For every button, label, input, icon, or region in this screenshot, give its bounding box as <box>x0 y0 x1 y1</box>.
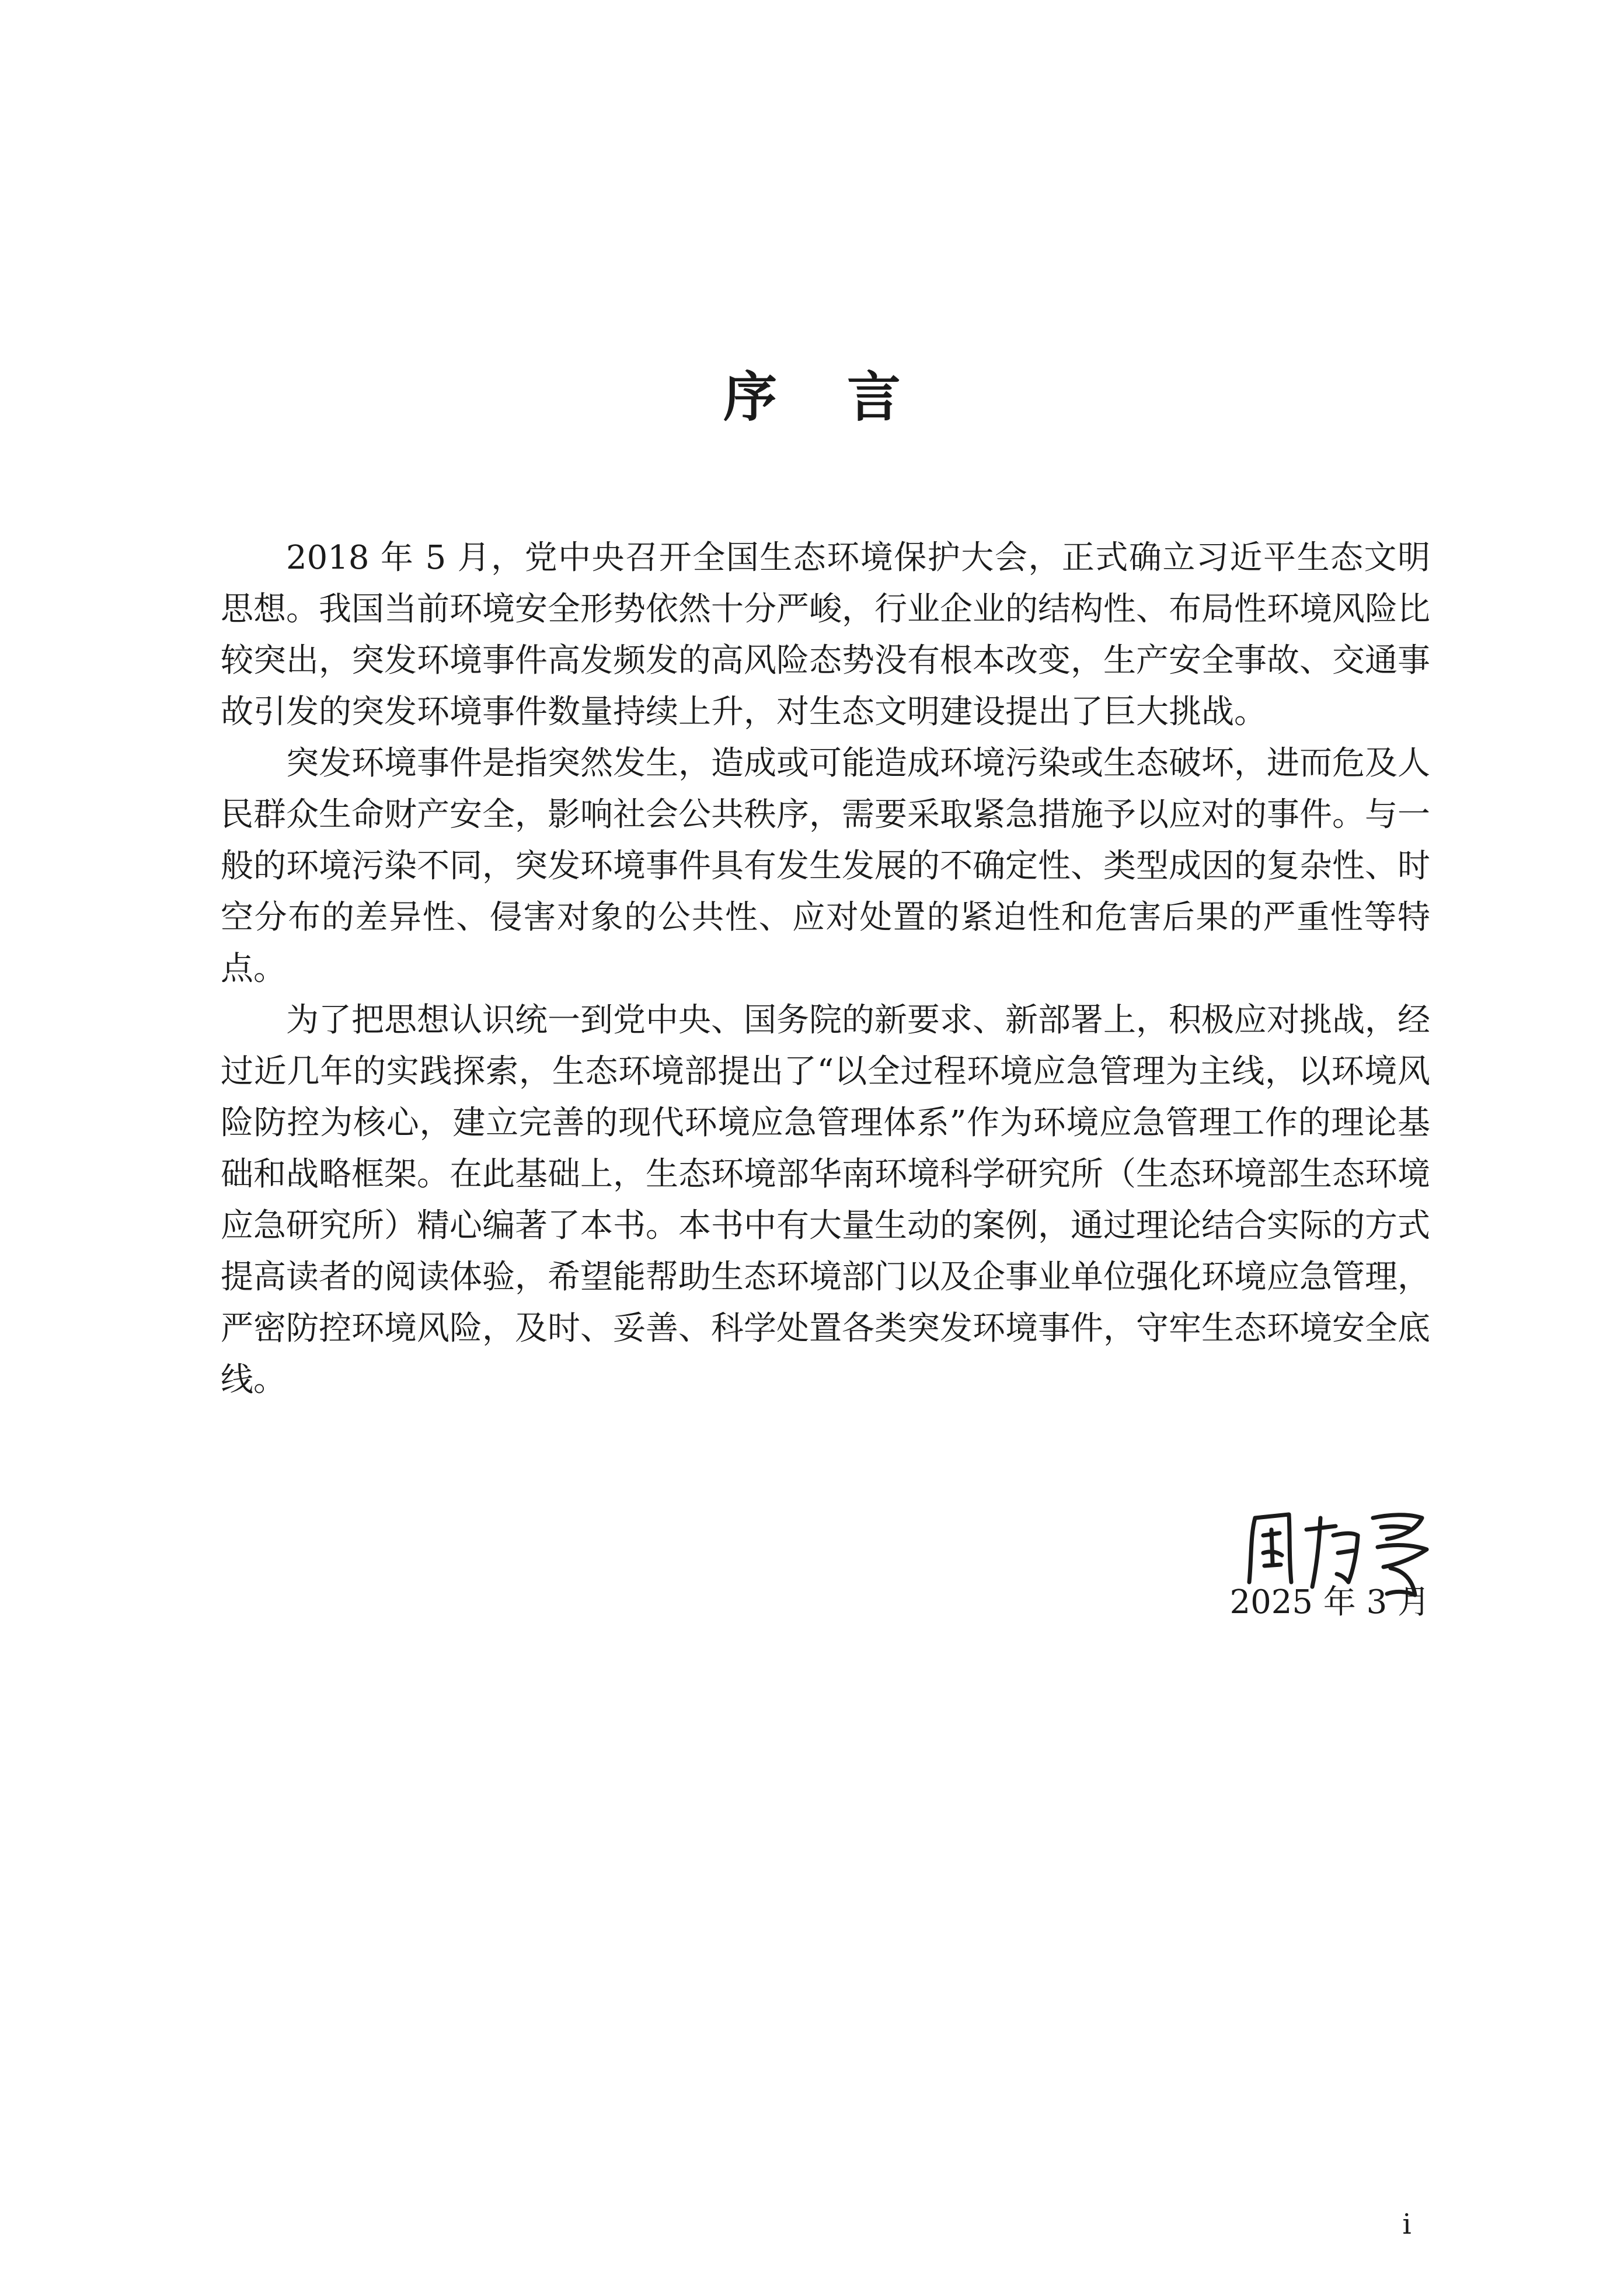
page-title: 序言 <box>723 365 971 429</box>
paragraph-2: 突发环境事件是指突然发生，造成或可能造成环境污染或生态破坏，进而危及人民群众生命财产安全，影响社会公共秩序，需要采取紧急措施予以应对的事件。与一般的环境污染不同，突发环境事件具有发生发展的不确定性、类型成因的复杂性、时空分布的差异性、侵害对象的公共性、应对处置的紧迫性和危害后果的严重性等特点。 <box>221 744 1430 988</box>
paragraph-1: 2018 年 5 月，党中央召开全国生态环境保护大会，正式确立习近平生态文明思想。我国当前环境安全形势依然十分严峻，行业企业的结构性、布局性环境风险比较突出，突发环境事件高发频发的高风险态势没有根本改变，生产安全事故、交通事故引发的突发环境事件数量持续上升，对生态文明建设提出了巨大挑战。 <box>221 539 1430 731</box>
paragraph-3: 为了把思想认识统一到党中央、国务院的新要求、新部署上，积极应对挑战，经过近几年的实践探索，生态环境部提出了“以全过程环境应急管理为主线，以环境风险防控为核心，建立完善的现代环境应急管理体系”作为环境应急管理工作的理论基础和战略框架。在此基础上，生态环境部华南环境科学研究所（生态环境部生态环境应急研究所）精心编著了本书。本书中有大量生动的案例，通过理论结合实际的方式提高读者的阅读体验，希望能帮助生态环境部门以及企事业单位强化环境应急管理，严密防控环境风险，及时、妥善、科学处置各类突发环境事件，守牢生态环境安全底线。 <box>221 1001 1430 1399</box>
preface-body <box>221 532 1430 1406</box>
page-number: i <box>1402 2208 1412 2241</box>
preface-date: 2025 年 3 月 <box>1229 1583 1430 1621</box>
